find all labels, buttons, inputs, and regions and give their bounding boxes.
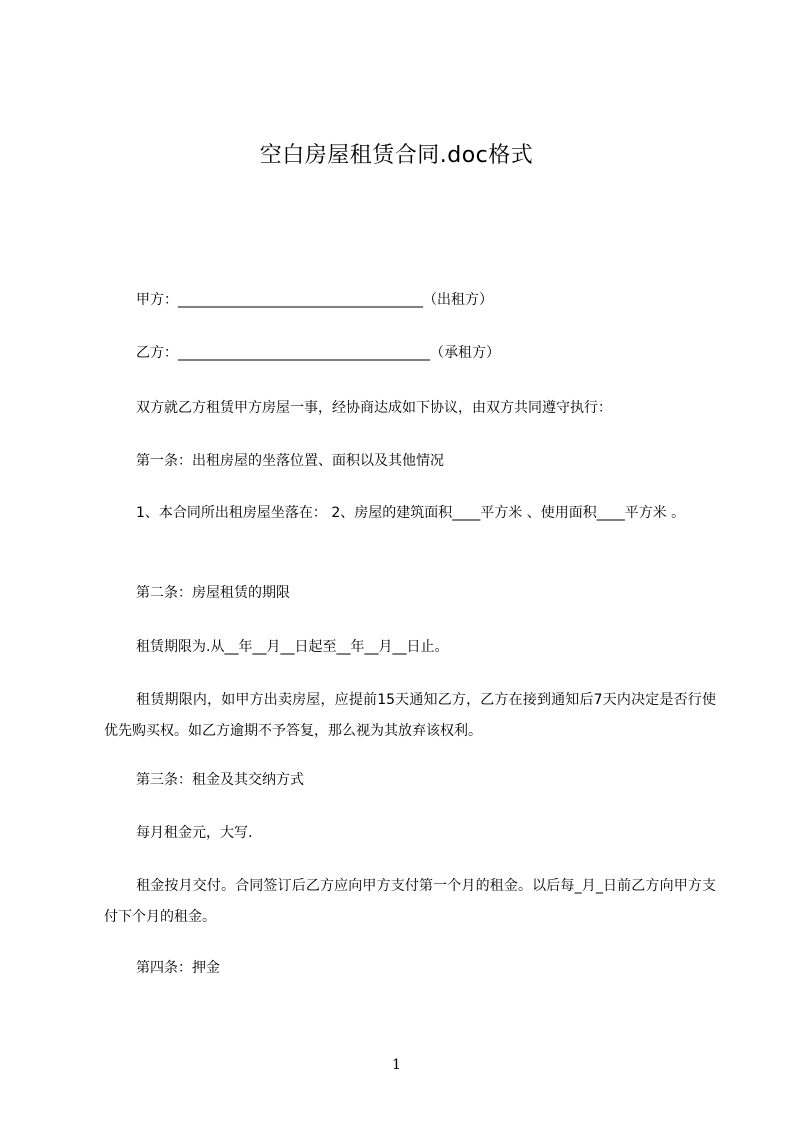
document-title: 空白房屋租赁合同.doc格式 xyxy=(259,143,534,168)
party-b-text: 乙方：____________________________________（承租方） xyxy=(136,345,500,361)
preemptive-right-clause xyxy=(104,685,716,747)
party-a-line xyxy=(104,285,716,316)
payment-clause-text: 租金按月交付。合同签订后乙方应向甲方支付第一个月的租金。以后每_月_日前乙方向甲方支付下个月的租金。 xyxy=(104,878,716,925)
agreement-intro-text: 双方就乙方租赁甲方房屋一事，经协商达成如下协议，由双方共同遵守执行： xyxy=(136,400,612,416)
payment-clause xyxy=(104,871,716,933)
lease-term xyxy=(104,632,716,663)
monthly-rent xyxy=(104,818,716,849)
article-1-heading-text: 第一条：出租房屋的坐落位置、面积以及其他情况 xyxy=(136,453,444,469)
page-number: 1 xyxy=(392,1057,401,1073)
party-a-text: 甲方：___________________________________（出租方） xyxy=(136,292,493,308)
article-1-heading xyxy=(104,446,716,477)
article-2-heading-text: 第二条：房屋租赁的期限 xyxy=(136,585,290,601)
article-4-heading-text: 第四条：押金 xyxy=(136,960,220,976)
lease-term-text: 租赁期限为.从__年__月__日起至__年__月__日止。 xyxy=(136,639,449,655)
agreement-intro xyxy=(104,393,716,424)
article-1-content-text: 1、本合同所出租房屋坐落在： 2、房屋的建筑面积____平方米 、使用面积____平方米 。 xyxy=(136,505,686,521)
article-3-heading-text: 第三条：租金及其交纳方式 xyxy=(136,772,304,788)
article-4-heading xyxy=(104,953,716,984)
article-1-content xyxy=(104,498,716,529)
preemptive-right-text: 租赁期限内，如甲方出卖房屋，应提前15天通知乙方，乙方在接到通知后7天内决定是否行使优先购买权。如乙方逾期不予答复，那么视为其放弃该权利。 xyxy=(104,692,716,739)
monthly-rent-text: 每月租金元，大写. xyxy=(136,825,253,841)
article-2-heading xyxy=(104,578,716,609)
party-b-line xyxy=(104,338,716,369)
article-3-heading xyxy=(104,765,716,796)
